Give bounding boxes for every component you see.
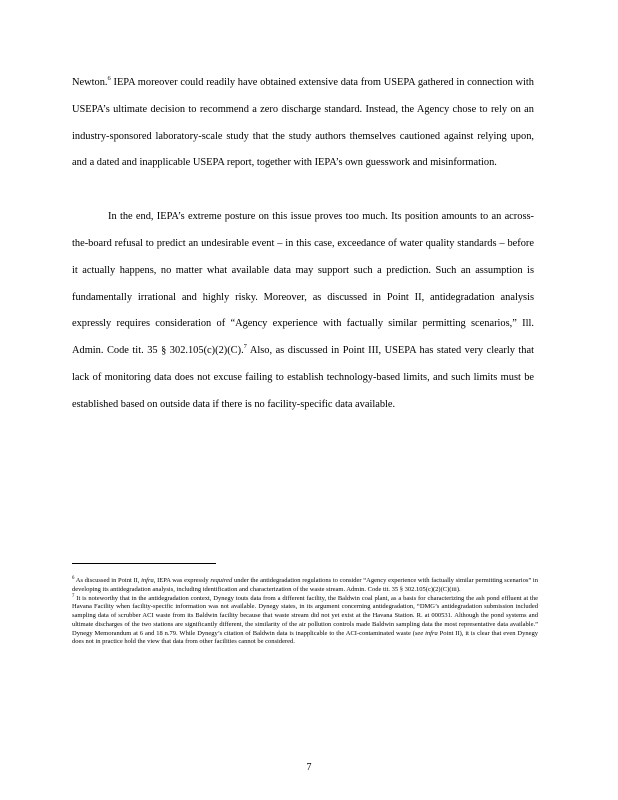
footnote-6-required: required [210,577,233,584]
footnote-7-number: 7 [72,593,75,599]
footnote-ref-7[interactable]: 7 [243,343,247,351]
paragraph-2-text-b: Also, as discussed in Point III, USEPA has stated very clearly that lack of monitoring data does not excuse failing to establish technology-based limits, and such limits must be established based on outside data if there is no facility-specific data available. [72,345,534,410]
footnote-separator [72,563,216,564]
page-number: 7 [306,762,312,773]
paragraph-1-text-a: Newton. [72,77,108,88]
footnotes [72,577,538,647]
footnote-6-infra: infra [141,577,154,584]
footnote-7-text-b: Point II), it is clear that even Dynegy does not in practice hold the view that data from other facilities cannot be considered. [72,629,539,646]
footnote-ref-6[interactable]: 6 [107,75,111,82]
footnote-6-text-b: , IEPA was expressly [153,577,211,584]
paragraph-2 [72,204,534,418]
footnote-7-text-a: It is noteworthy that in the antidegradation context, Dynegy touts data from a different facility, the Baldwin coal plant, as a basis for characterizing the ash pond effluent at the Havana Facility when facility-specific information was not available. Dynegy states, in its argument concerning antidegradation, “DMG’s antidegradation submission included sampling data of scrubber ACI waste from its Baldwin facility because that waste stream did not yet exist at the Havana Station. R. at 000531. Although the pond systems and ultimate discharges of the two stations are significantly different, the similarity of the air pollution controls made Baldwin sampling data the most representative data available.” Dynegy Memorandum at 6 and 18 n.79. While Dynegy’s citation of Baldwin data is inapplicable to the ACI-contaminated waste ( [72,594,538,637]
body-text [72,70,534,419]
footnote-7-see-infra: see infra [414,629,438,637]
footnote-6-text-c: under the antidegradation regulations to consider “Agency experience with factually similar permitting scenarios” in developing its antidegradation analysis, including identification and characterization of the waste stream. Admin. Code tit. 35 § 302.105(c)(2)(C)(iii). [72,577,538,593]
footnote-7 [72,595,538,648]
paragraph-2-text-a: In the end, IEPA’s extreme posture on this issue proves too much. Its position amounts to an across-the-board refusal to predict an undesirable event – in this case, exceedance of water quality standards – before it actually happens, no matter what available data may support such a prediction. Such an assumption is fundamentally irrational and highly risky. Moreover, as discussed in Point II, antidegradation analysis expressly requires consideration of “Agency experience with factually similar permitting scenarios,” Ill. Admin. Code tit. 35 § 302.105(c)(2)(C). [72,211,534,357]
footnote-6-number: 6 [72,576,75,581]
footnote-6-text-a: As discussed in Point II, [74,577,142,584]
paragraph-1-text-b: IEPA moreover could readily have obtained extensive data from USEPA gathered in connection with USEPA’s ultimate decision to recommend a zero discharge standard. Instead, the Agency chose to rely on an industry-sponsored laboratory-scale study that the study authors themselves cautioned against relying upon, and a dated and inapplicable USEPA report, together with IEPA’s own guesswork and misinformation. [72,77,534,169]
footnote-6 [72,577,538,595]
paragraph-1 [72,70,534,177]
